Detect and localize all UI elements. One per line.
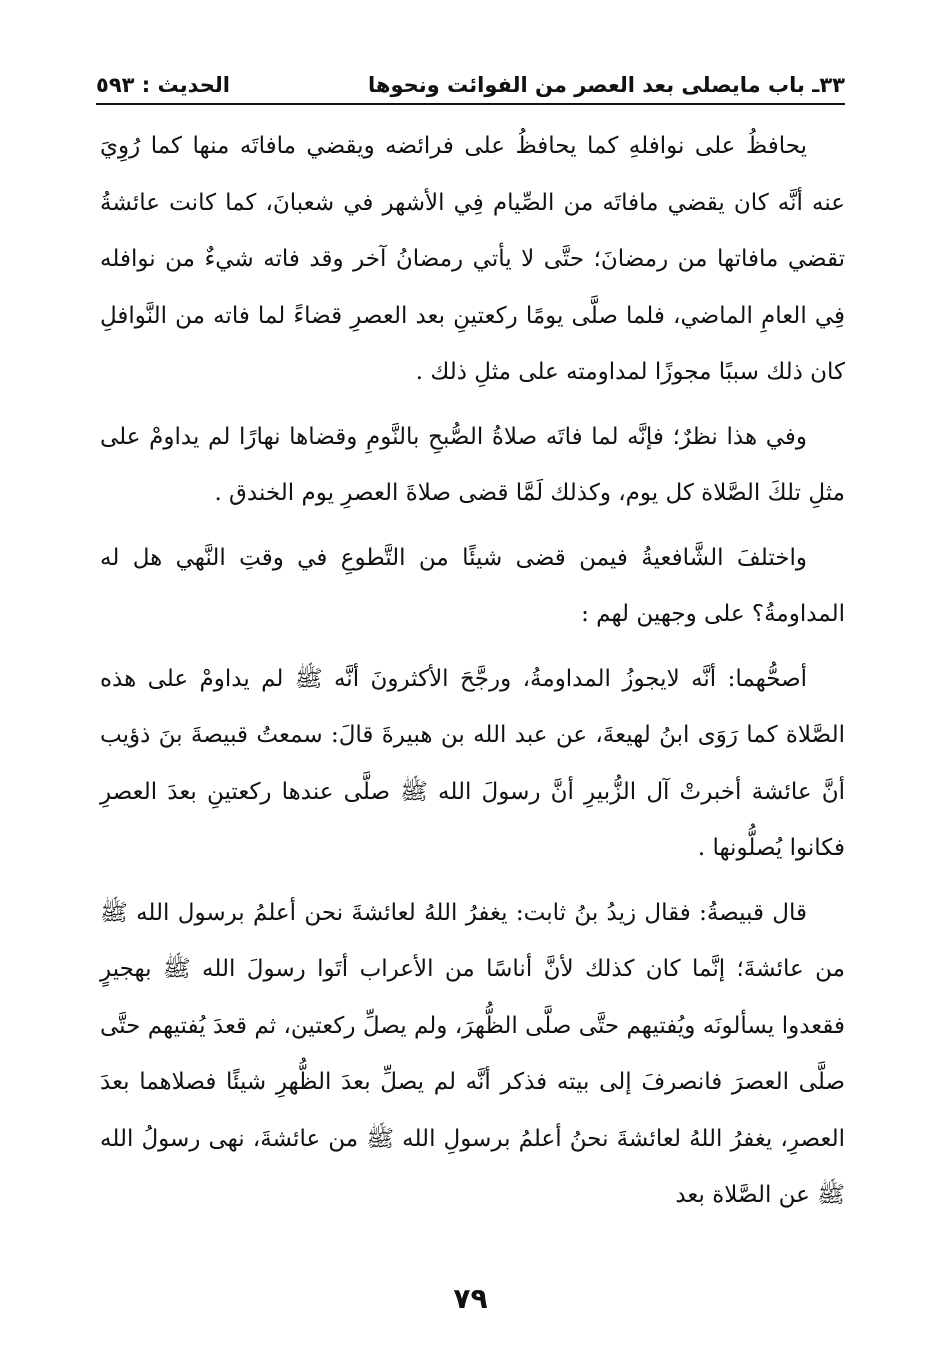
paragraph-3: واختلفَ الشَّافعيةُ فيمن قضى شيئًا من التَّطوعِ في وقتِ النَّهي هل له المداومةُ؟ على وجهين لهم :: [100, 544, 845, 627]
hadith-reference: الحديث : ٥٩٣: [96, 73, 230, 97]
chapter-title: ٣٣ـ باب مايصلى بعد العصر من الفوائت ونحوها: [368, 73, 845, 97]
page-body: [100, 118, 845, 1224]
paragraph-2: وفي هذا نظرٌ؛ فإنَّه لما فاتَه صلاةُ الصُّبحِ بالنَّومِ وقضاها نهارًا لم يداومْ على مثلِ تلكَ الصَّلاة كل يوم، وكذلك لَمَّا قضى صلاةَ العصرِ يوم الخندق .: [100, 423, 845, 506]
paragraph-1: يحافظُ على نوافلهِ كما يحافظُ على فرائضه ويقضي مافاتَه منها كما رُوِيَ عنه أنَّه كان يقضي مافاتَه من الصِّيام فِي الأشهر في شعبانَ، كما كانت عائشةُ تقضي مافاتها من رمضانَ؛ حتَّى لا يأتي رمضانُ آخر وقد فاته شيءٌ من نوافله فِي العامِ الماضي، فلما صلَّى يومًا ركعتينِ بعد العصرِ قضاءً لما فاته من النَّوافلِ كان ذلك سببًا مجوزًا لمداومته على مثلِ ذلك .: [100, 133, 845, 385]
header-divider: [96, 103, 845, 105]
page-number: ٧٩: [453, 1282, 488, 1315]
running-header: [96, 68, 845, 102]
paragraph-5: قال قبيصةُ: فقال زيدُ بنُ ثابت: يغفرُ اللهُ لعائشةَ نحن أعلمُ برسول الله ﷺ من عائشةَ؛ إنَّما كان كذلك لأنَّ أناسًا من الأعراب أتَوا رسولَ الله ﷺ بهجيرٍ فقعدوا يسألونَه ويُفتيهم حتَّى صلَّى الظُّهرَ، ولم يصلِّ ركعتين، ثم قعدَ يُفتيهم حتَّى صلَّى العصرَ فانصرفَ إلى بيته فذكر أنَّه لم يصلِّ بعدَ الظُّهرِ شيئًا فصلاهما بعدَ العصرِ، يغفرُ اللهُ لعائشةَ نحنُ أعلمُ برسولِ الله ﷺ من عائشةَ، نهى رسولُ الله ﷺ عن الصَّلاة بعد: [100, 899, 845, 1208]
paragraph-4: أصحُّهما: أنَّه لايجوزُ المداومةُ، ورجَّحَ الأكثرونَ أنَّه ﷺ لم يداومْ على هذه الصَّلاة كما رَوَى ابنُ لهيعةَ، عن عبد الله بن هبيرةَ قالَ: سمعتُ قبيصةَ بنَ ذؤيب أنَّ عائشة أخبرتْ آل الزُّبيرِ أنَّ رسولَ الله ﷺ صلَّى عندها ركعتينِ بعدَ العصرِ فكانوا يُصلُّونها .: [100, 665, 845, 861]
